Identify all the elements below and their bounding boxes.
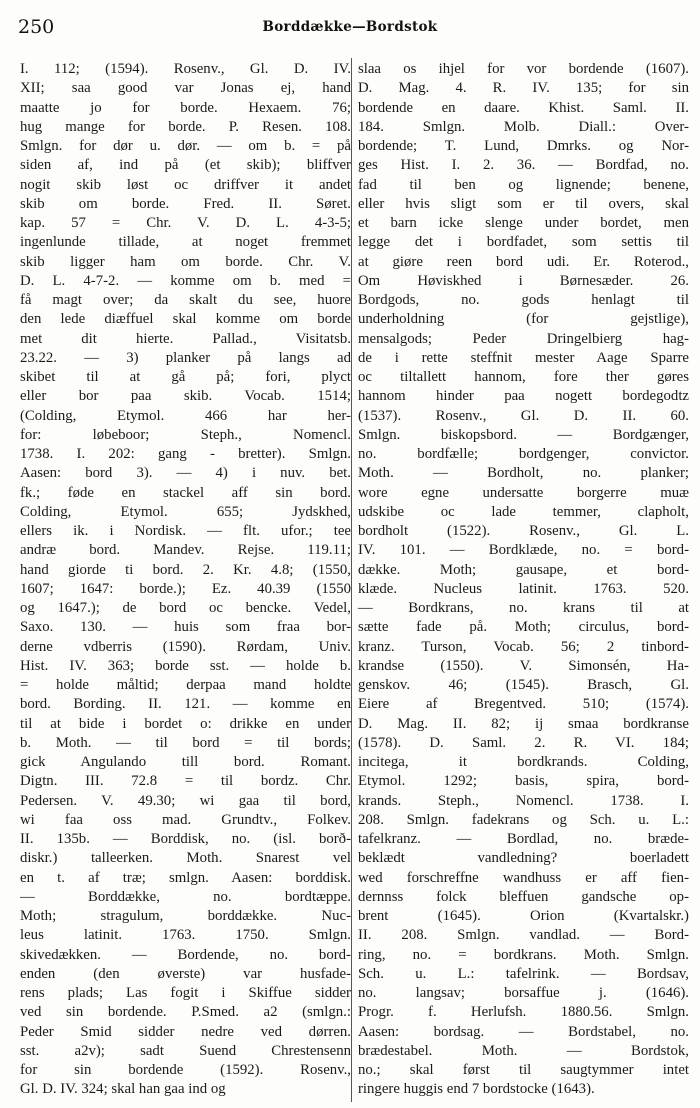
text-line: oc tiltallett hannom, fore ther gøres [358, 369, 689, 385]
text-line: wed forschreffne wandhuss er aff fien- [358, 869, 689, 886]
text-line: andræ bord. Mandev. Rejse. 119.11; [20, 542, 351, 559]
text-line: ringere huggis end 7 bordstocke (1643). [358, 1081, 595, 1098]
text-line: Progr. f. Herlufsh. 1880.56. Smlgn. [358, 1004, 689, 1021]
text-line: (1578). D. Saml. 2. R. VI. 184; [358, 734, 689, 751]
text-line: bordholt (1522). Rosenv., Gl. L. [358, 523, 689, 539]
text-line: (Colding, Etymol. 466 har her- [20, 407, 351, 424]
text-line: klæde. Nucleus latinit. 1763. 520. [358, 580, 689, 597]
text-line: Smlgn. for dør u. dør. — om b. = på [20, 138, 351, 154]
text-line: legge det i bordfadet, som settis til [358, 234, 689, 251]
text-line: brent (1645). Orion (Kvartalskr.) [358, 908, 689, 924]
text-line: wi faa oss mad. Grundtv., Folkev. [20, 811, 351, 828]
text-line: rens plads; Las fogit i Skiffue sidder [20, 985, 351, 1001]
text-line: Pedersen. V. 49.30; wi gaa til bord, [20, 792, 351, 809]
text-line: genskov. 46; (1545). Brasch, Gl. [358, 677, 689, 693]
text-line: slaa os ihjel for vor bordende (1607). [358, 61, 689, 77]
text-line: skivedækken. — Bordende, no. bord- [20, 946, 351, 963]
text-line: kap. 57 = Chr. V. D. L. 4-3-5; [20, 215, 351, 231]
text-line: incitega, it bordkrands. Colding, [358, 754, 689, 770]
text-line: 23.22. — 3) planker på langs ad [20, 349, 351, 366]
text-line: et barn icke slenge under bordet, men [358, 215, 689, 231]
text-line: diskr.) talleerken. Moth. Snarest vel [20, 850, 351, 867]
text-line: bordende; T. Lund, Dmrks. og Nor- [358, 138, 689, 154]
text-line: dække. Moth; gausape, et bord- [358, 561, 689, 578]
text-line: Moth. — Bordholt, no. planker; [358, 465, 689, 482]
text-line: b. Moth. — til bord = til bords; [20, 734, 351, 751]
text-line: ved sin bordende. P.Smed. a2 (smlgn.: [20, 1004, 351, 1021]
text-line: fad til ben og lignende; benene, [358, 176, 689, 193]
text-line: met dit hierte. Pallad., Visitatsb. [20, 330, 351, 347]
text-line: udskibe oc lade temmer, clapholt, [358, 503, 689, 520]
text-line: Eiere af Bregentved. 510; (1574). [358, 696, 689, 713]
text-line: maatte jo for borde. Hexaem. 76; [20, 99, 351, 116]
text-line: wore egne undersatte borgerre muæ [358, 484, 689, 501]
text-line: skib om borde. Fred. II. Søret. [20, 195, 351, 212]
text-line: no.; skal først til saugtymmer intet [358, 1062, 689, 1078]
text-line: no. langsav; borsaffue j. (1646). [358, 985, 689, 1001]
text-line: krands. Steph., Nomencl. 1738. I. [358, 792, 689, 809]
page-header [0, 0, 700, 52]
text-line: Sch. u. L.: tafelrink. — Bordsav, [358, 965, 689, 982]
text-line: II. 135b. — Borddisk, no. (isl. borð- [20, 831, 351, 847]
text-line: en t. af træ; smlgn. Aasen: borddisk. [20, 869, 351, 886]
text-line: skib ligger ham om borde. Chr. V. [20, 253, 351, 270]
text-line: Smlgn. biskopsbord. — Bordgænger, [358, 426, 689, 443]
text-line: I. 112; (1594). Rosenv., Gl. D. IV. [20, 61, 351, 77]
text-line: sst. a2v); sadt Suend Chrestensenn [20, 1042, 351, 1059]
text-line: at giøre reen bord udi. Er. Roterod., [358, 253, 689, 270]
text-line: ellers ik. i Nordisk. — flt. ufor.; tee [20, 523, 351, 539]
text-line: dernnss folck bleffuen gandsche op- [358, 888, 689, 905]
text-line: = holde måltid; derpaa mand holdte [20, 677, 351, 693]
text-line: de i rette steffnit mester Aage Sparre [358, 349, 689, 366]
text-line: Etymol. 1292; basis, spira, bord- [358, 773, 689, 790]
text-line: tafelkranz. — Bordlad, no. bræde- [358, 831, 689, 847]
text-line: D. L. 4-7-2. — komme om b. med = [20, 272, 351, 289]
text-line: Aasen: bordsag. — Bordstabel, no. [358, 1023, 689, 1040]
text-line: underholdning (for gejstlige), [358, 311, 689, 328]
text-line: Hist. IV. 363; borde sst. — holde b. [20, 657, 351, 674]
text-line: XII; saa good var Jonas ej, hand [20, 80, 351, 97]
text-line: D. Mag. 4. R. IV. 135; for sin [358, 80, 689, 97]
text-line: Om Høviskhed i Børnesæder. 26. [358, 272, 689, 289]
text-line: eller bor paa skib. Vocab. 1514; [20, 388, 351, 405]
text-line: beklædt vandledning? boerladett [358, 850, 689, 867]
running-head: Borddække—Bordstok [262, 19, 438, 35]
text-line: derne vdberris (1590). Rørdam, Univ. [20, 638, 351, 655]
text-line: hannom hinder paa nogett bordegodtz [358, 388, 689, 405]
text-line: Aasen: bord 3). — 4) i nuv. bet. [20, 465, 351, 482]
text-line: Peder Smid sidder nedre ved dørren. [20, 1023, 351, 1040]
page-number: 250 [18, 16, 55, 38]
text-line: skibet til at gå på; fori, plyct [20, 369, 351, 385]
column-divider [351, 58, 352, 1102]
text-line: siden af, ind på (et skib); bliffver [20, 157, 351, 174]
text-line: gick Angulando till bord. Romant. [20, 754, 351, 770]
text-line: til at bide i bordet o: drikke en under [20, 715, 351, 732]
text-line: for sin bordende (1592). Rosenv., [20, 1062, 351, 1078]
text-line: Digtn. III. 72.8 = til bordz. Chr. [20, 773, 351, 790]
text-line: ring, no. = bordkrans. Moth. Smlgn. [358, 946, 689, 963]
text-line: kranz. Turson, Vocab. 56; 2 tinbord- [358, 638, 689, 655]
text-line: sætte fade på. Moth; circulus, bord- [358, 619, 689, 636]
text-line: få magt over; da skalt du see, huore [20, 292, 351, 308]
text-line: og 1647.); de bord oc bencke. Vedel, [20, 600, 351, 616]
right-column [358, 60, 689, 1100]
text-line: leus latinit. 1763. 1750. Smlgn. [20, 927, 351, 944]
text-line: bord. Bording. II. 121. — komme en [20, 696, 351, 713]
text-line: Bordgods, no. gods henlagt til [358, 292, 689, 308]
text-line: 1738. I. 202: gang - bretter). Smlgn. [20, 446, 351, 462]
text-line: nogit skib løst oc driffver it andet [20, 176, 351, 193]
text-line: no. bordfælle; bordgenger, convictor. [358, 446, 689, 462]
text-line: Moth; stragulum, borddække. Nuc- [20, 908, 351, 924]
text-line: — Bordkrans, no. krans til at [358, 600, 689, 616]
text-line: hand giorde ti bord. 2. Kr. 4.8; (1550, [20, 561, 351, 578]
text-line: IV. 101. — Bordklæde, no. = bord- [358, 542, 689, 559]
text-line: for: løbeboor; Steph., Nomencl. [20, 426, 351, 443]
left-column [20, 60, 351, 1100]
text-line: — Borddække, no. bordtæppe. [20, 888, 351, 905]
text-line: den lede diæffuel skal komme om borde [20, 311, 351, 328]
text-line: Saxo. 130. — huis som fraa bor- [20, 619, 351, 636]
text-line: D. Mag. II. 82; ij smaa bordkranse [358, 715, 689, 732]
text-line: 1607; 1647: borde.); Ez. 40.39 (1550 [20, 580, 351, 597]
text-line: ingenlunde tillade, at noget fremmet [20, 234, 351, 251]
text-line: 184. Smlgn. Molb. Diall.: Over- [358, 118, 689, 135]
text-line: krandse (1550). V. Simonsén, Ha- [358, 657, 689, 674]
text-line: 208. Smlgn. fadekrans og Sch. u. L.: [358, 811, 689, 828]
text-line: enden (den øverste) var husfade- [20, 965, 351, 982]
text-line: eller hvis sligt som er til overs, skal [358, 195, 689, 212]
text-line: Colding, Etymol. 655; Jydskhed, [20, 503, 351, 520]
text-line: fk.; føde en stackel aff sin bord. [20, 484, 351, 501]
text-line: (1537). Rosenv., Gl. D. II. 60. [358, 407, 689, 424]
text-line: hug mange for borde. P. Resen. 108. [20, 118, 351, 135]
text-line: brædestabel. Moth. — Bordstok, [358, 1042, 689, 1059]
text-line: II. 208. Smlgn. vandlad. — Bord- [358, 927, 689, 944]
text-line: mensalgods; Peder Dringelbierg hag- [358, 330, 689, 347]
text-line: ges Hist. I. 2. 36. — Bordfad, no. [358, 157, 689, 174]
text-line: Gl. D. IV. 324; skal han gaa ind og [20, 1081, 226, 1098]
text-line: bordende en daare. Khist. Saml. II. [358, 99, 689, 116]
